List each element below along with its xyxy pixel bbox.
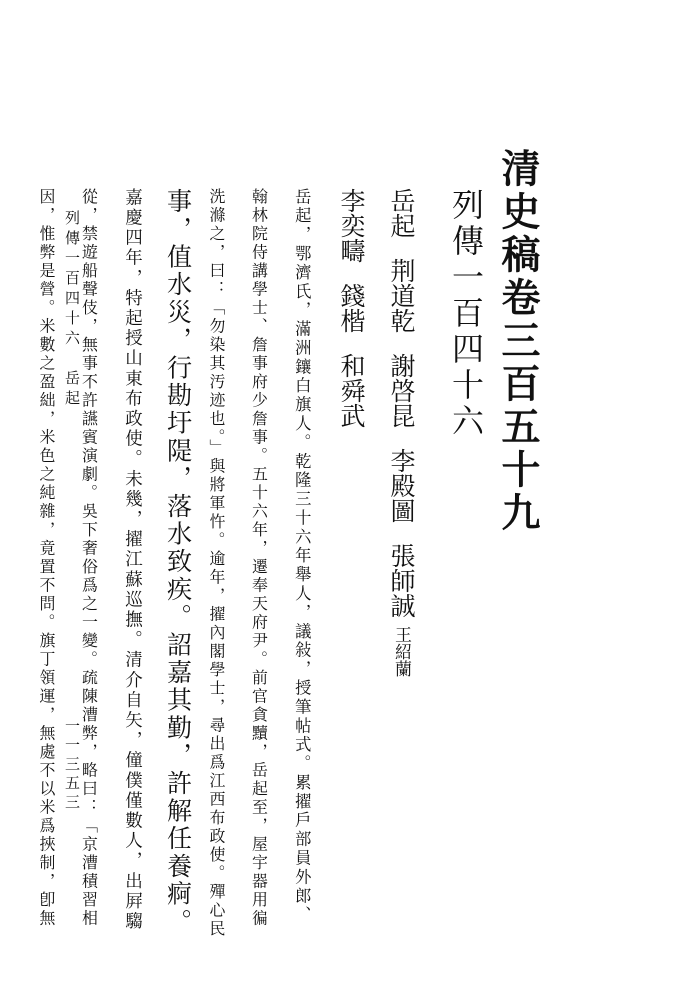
subject-name: 岳起 xyxy=(387,188,416,238)
subject-names-line-1 xyxy=(389,188,414,677)
section-title: 列傳一百四十六 xyxy=(447,188,485,440)
subject-names-line-2 xyxy=(339,188,364,428)
body-column: 因，惟弊是營。米數之盈絀，米色之純雜，竟置不問。旗丁領運，無處不以米爲挾制，卽無 xyxy=(36,188,56,928)
subject-name: 謝啓昆 xyxy=(387,353,416,428)
subject-name: 荆道乾 xyxy=(387,258,416,333)
running-head: 列傳一百四十六 岳起 xyxy=(63,210,81,410)
body-column: 事，值水災，行勘圩隄，落水致疾。詔嘉其勤，許解任養痾。 xyxy=(163,188,193,936)
subject-name: 和舜武 xyxy=(337,353,366,428)
book-title: 清史稿卷三百五十九 xyxy=(495,148,541,535)
subject-name: 張師誠 xyxy=(387,543,416,618)
subject-name: 錢楷 xyxy=(337,283,366,333)
body-column: 翰林院侍講學士、詹事府少詹事。五十六年，遷奉天府尹。前官貪黷，岳起至，屋宇器用徧 xyxy=(249,188,269,928)
subject-name: 李殿圖 xyxy=(387,448,416,523)
subject-name: 李奕疇 xyxy=(337,188,366,263)
body-column: 洗滌之，曰：「勿染其汚迹也。」與將軍忤。逾年，擢內閣學士，尋出爲江西布政使。殫心民 xyxy=(206,188,226,939)
body-column: 岳起，鄂濟氏，滿洲鑲白旗人。乾隆三十六年舉人，議敍，授筆帖式。累擢戶部員外郎、 xyxy=(292,188,312,925)
body-column: 嘉慶四年，特起授山東布政使。未幾，擢江蘇巡撫。清介自矢，僮僕僅數人，出屛騶 xyxy=(122,188,143,932)
body-column: 從，禁遊船聲伎，無事不許讌賓演劇。吳下奢俗爲之一變。疏陳漕弊，略曰：「京漕積習相 xyxy=(79,188,99,928)
appended-subject-name: 王紹蘭 xyxy=(391,626,411,677)
page-number: 一一三五三 xyxy=(63,718,81,813)
